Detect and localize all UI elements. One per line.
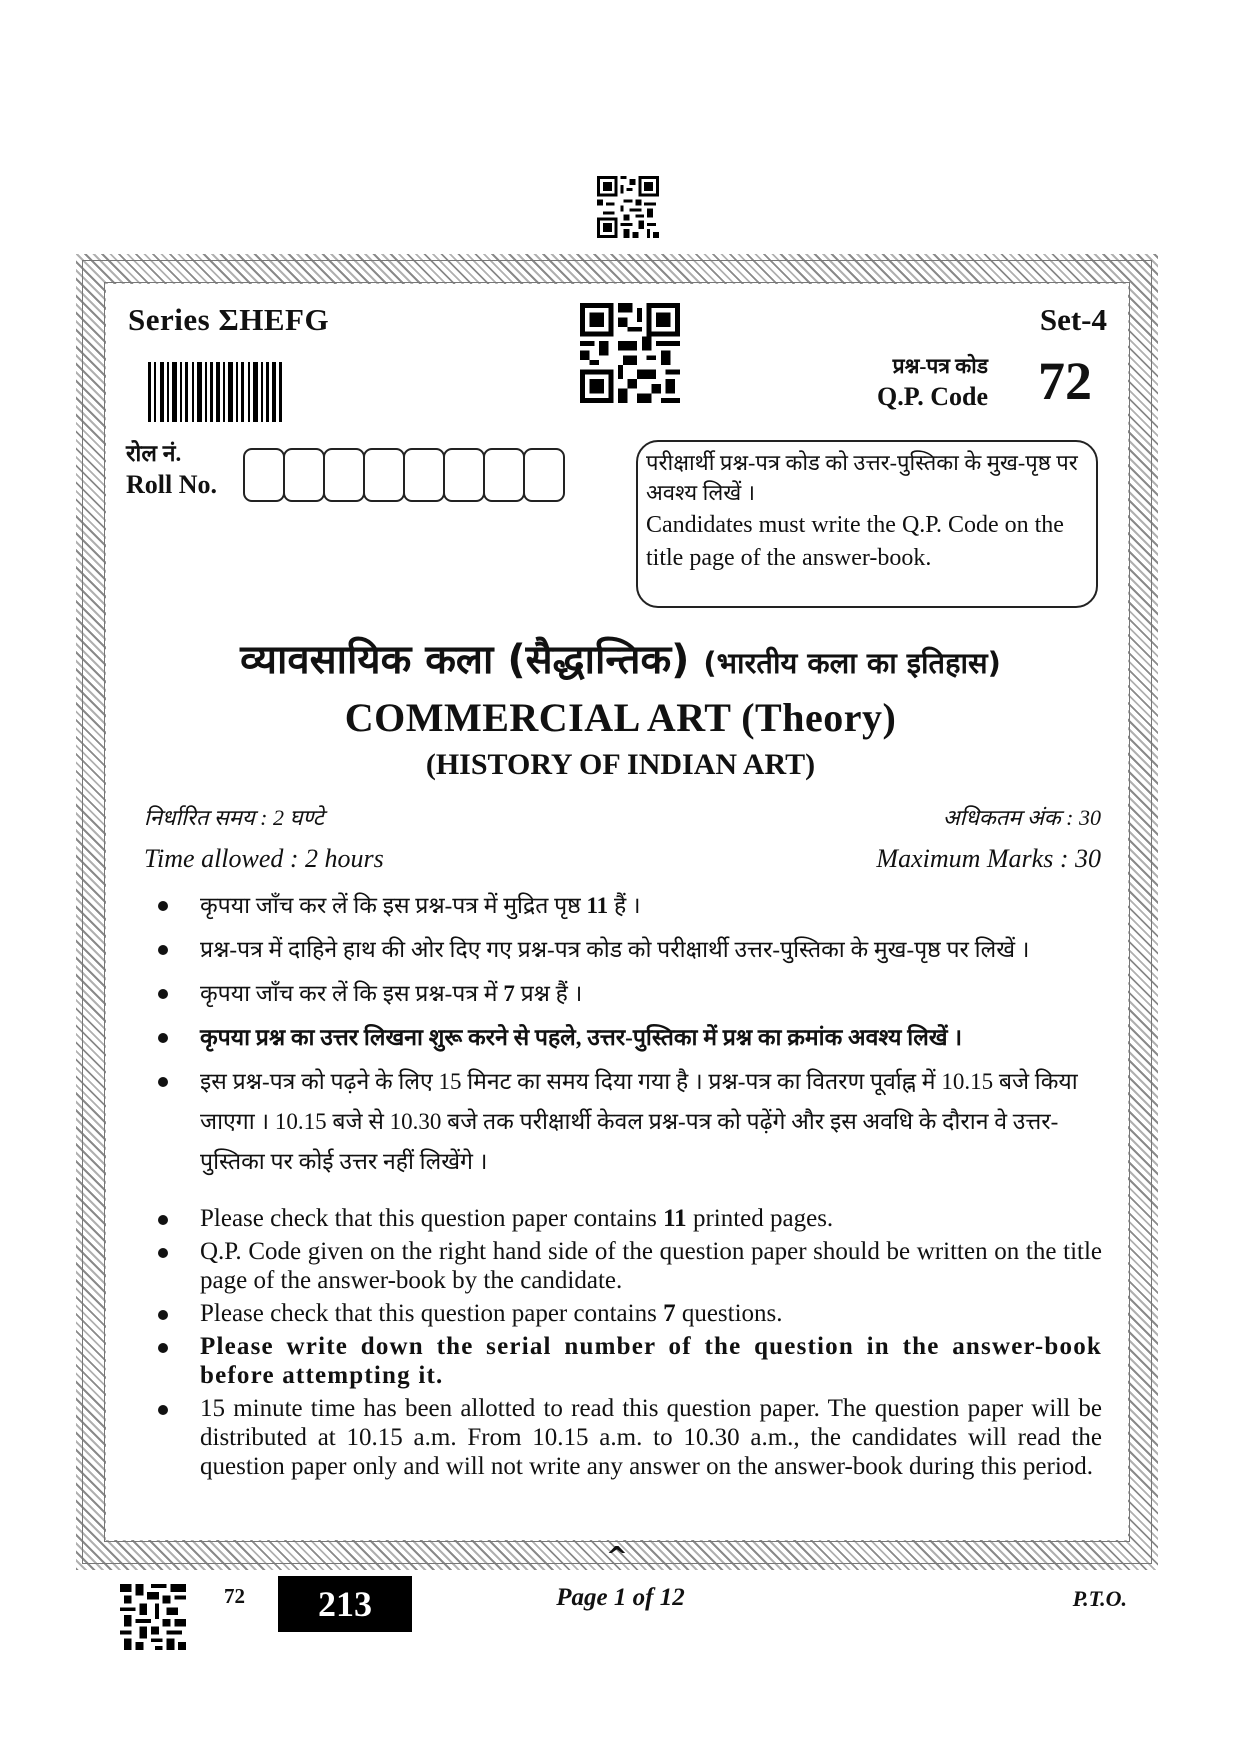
- footer-qp-code: 72: [224, 1584, 245, 1608]
- roll-label-hindi: रोल नं.: [126, 441, 182, 466]
- pto-label: P.T.O.: [1072, 1586, 1127, 1611]
- roll-number-box[interactable]: [243, 448, 285, 502]
- qp-code-label-hindi: प्रश्न-पत्र कोड: [892, 354, 988, 378]
- qp-code-instruction-box: [636, 440, 1098, 608]
- title-hindi: [0, 630, 1241, 685]
- note-english: Candidates must write the Q.P. Code on the title page of the answer-book.: [646, 511, 1064, 571]
- qp-code-label-english: Q.P. Code: [877, 382, 988, 411]
- roll-number-boxes: [243, 448, 563, 502]
- roll-number-box[interactable]: [403, 448, 445, 502]
- title-hindi-main: व्यावसायिक कला (सैद्धान्तिक): [240, 637, 690, 683]
- time-allowed-hindi: निर्धारित समय : 2 घण्टे: [144, 805, 324, 830]
- series-label: Series ΣHEFG: [128, 302, 330, 337]
- instruction-item: Please check that this question paper contains 11 printed pages.: [152, 1204, 1102, 1233]
- qr-code-top: [596, 176, 660, 238]
- roll-number-label: [126, 440, 217, 501]
- roll-number-box[interactable]: [323, 448, 365, 502]
- page-number: Page 1 of 12: [556, 1584, 685, 1611]
- max-marks-english: Maximum Marks : 30: [876, 844, 1101, 873]
- caret-mark: ^: [606, 1542, 628, 1572]
- qr-code-header: [580, 303, 680, 403]
- instruction-item: कृपया प्रश्न का उत्तर लिखना शुरू करने से पहले, उत्तर-पुस्तिका में प्रश्न का क्रमांक अवश्य लिखें ।: [152, 1018, 1102, 1058]
- footer-number-box: 213: [278, 1576, 412, 1632]
- instruction-item: इस प्रश्न-पत्र को पढ़ने के लिए 15 मिनट का समय दिया गया है । प्रश्न-पत्र का वितरण पूर्वाह्न में 10.15 बजे किया जाएगा । 10.15 बजे से 10.30 बजे तक परीक्षार्थी केवल प्रश्न-पत्र को पढ़ेंगे और इस अवधि के दौरान वे उत्तर-पुस्तिका पर कोई उत्तर नहीं लिखेंगे ।: [152, 1062, 1102, 1182]
- instruction-item: कृपया जाँच कर लें कि इस प्रश्न-पत्र में 7 प्रश्न हैं ।: [152, 974, 1102, 1014]
- roll-number-box[interactable]: [363, 448, 405, 502]
- roll-number-box[interactable]: [483, 448, 525, 502]
- max-marks-hindi: अधिकतम अंक : 30: [942, 805, 1101, 830]
- instruction-item: प्रश्न-पत्र में दाहिने हाथ की ओर दिए गए प्रश्न-पत्र कोड को परीक्षार्थी उत्तर-पुस्तिका के मुख-पृष्ठ पर लिखें ।: [152, 930, 1102, 970]
- roll-number-box[interactable]: [443, 448, 485, 502]
- title-hindi-sub: (भारतीय कला का इतिहास): [703, 646, 1001, 680]
- instructions-english: [152, 1204, 1102, 1485]
- barcode: [148, 362, 284, 422]
- instructions-hindi: [152, 886, 1102, 1186]
- qp-code-label: [850, 352, 988, 412]
- note-hindi: परीक्षार्थी प्रश्न-पत्र कोड को उत्तर-पुस्तिका के मुख-पृष्ठ पर अवश्य लिखें ।: [646, 450, 1078, 506]
- roll-number-box[interactable]: [283, 448, 325, 502]
- qp-code-number: 72: [1038, 351, 1092, 411]
- instruction-item: 15 minute time has been allotted to read this question paper. The question paper will be distributed at 10.15 a.m. From 10.15 a.m. to 10.30 a.m., the candidates will read the question paper only and will not write any answer on the answer-book during this period.: [152, 1394, 1102, 1481]
- instruction-item: Please check that this question paper contains 7 questions.: [152, 1299, 1102, 1328]
- instruction-item: Please write down the serial number of the question in the answer-book before attempting it.: [152, 1332, 1102, 1390]
- roll-label-english: Roll No.: [126, 469, 217, 499]
- roll-number-box[interactable]: [523, 448, 565, 502]
- instruction-item: कृपया जाँच कर लें कि इस प्रश्न-पत्र में मुद्रित पृष्ठ 11 हैं ।: [152, 886, 1102, 926]
- subtitle-english: (HISTORY OF INDIAN ART): [425, 748, 816, 781]
- instruction-item: Q.P. Code given on the right hand side of the question paper should be written on the title page of the answer-book by the candidate.: [152, 1237, 1102, 1295]
- set-label: Set-4: [1039, 302, 1107, 337]
- time-allowed-english: Time allowed : 2 hours: [144, 844, 384, 873]
- title-english: COMMERCIAL ART (Theory): [344, 695, 897, 740]
